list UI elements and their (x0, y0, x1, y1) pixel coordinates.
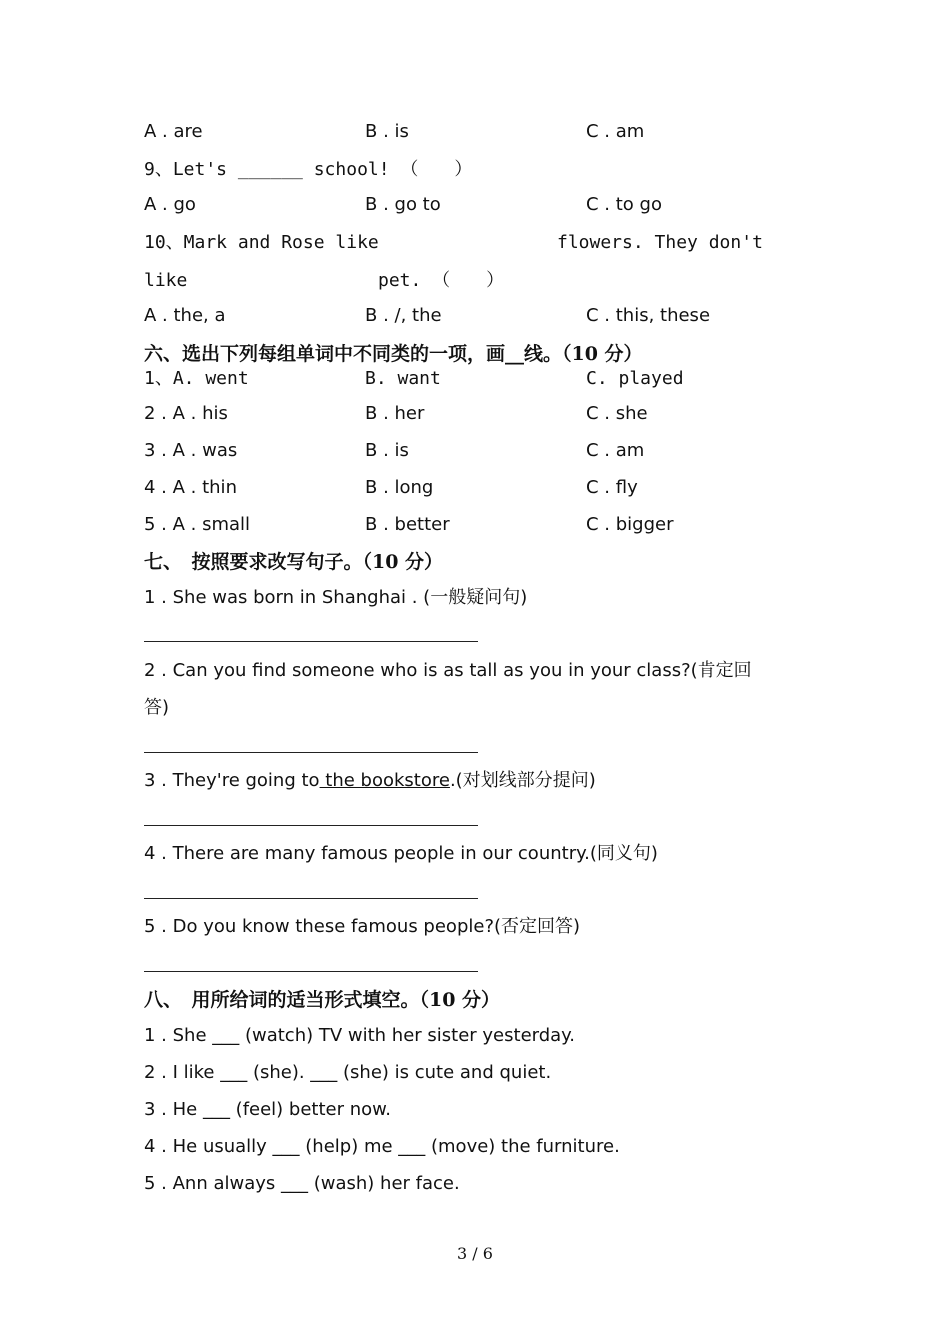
answer-line-2 (144, 752, 478, 753)
q10-stem-part4: pet. （ ） (378, 270, 505, 291)
section6-row2-c: C . she (586, 403, 648, 424)
section6-row5-c: C . bigger (586, 514, 674, 535)
section6-row5-a: 5 . A . small (144, 514, 251, 535)
q3-suffix: .(对划线部分提问) (449, 770, 596, 791)
q3-underlined-phrase: the bookstore (319, 770, 450, 791)
section8-item-4: 4 . He usually ___ (help) me ___ (move) the furniture. (144, 1136, 620, 1157)
section6-row2-b: B . her (365, 403, 425, 424)
q8-option-c: C . am (586, 121, 645, 142)
q9-option-a: A . go (144, 194, 196, 215)
answer-line-4 (144, 898, 478, 899)
q10-option-b: B . /, the (365, 305, 442, 326)
section6-row4-a: 4 . A . thin (144, 477, 237, 498)
q10-stem-part1: 10、Mark and Rose like (144, 232, 379, 253)
section6-row2-a: 2 . A . his (144, 403, 228, 424)
section6-row3-a: 3 . A . was (144, 440, 238, 461)
section6-row5-b: B . better (365, 514, 450, 535)
answer-line-1 (144, 641, 478, 642)
section6-row1-b: B. want (365, 368, 441, 389)
section6-row4-b: B . long (365, 477, 434, 498)
section7-q5: 5 . Do you know these famous people?(否定回答) (144, 916, 581, 937)
section8-item-5: 5 . Ann always ___ (wash) her face. (144, 1173, 460, 1194)
q8-option-a: A . are (144, 121, 203, 142)
section8-title: 八、 用所给词的适当形式填空。（10 分） (144, 989, 501, 1011)
q9-stem: 9、Let's ______ school! （ ） (144, 159, 473, 180)
q10-option-c: C . this, these (586, 305, 711, 326)
section8-item-1: 1 . She ___ (watch) TV with her sister yesterday. (144, 1025, 575, 1046)
answer-line-5 (144, 971, 478, 972)
section6-row3-b: B . is (365, 440, 409, 461)
section7-q2-line2: 答) (144, 697, 170, 718)
q9-option-c: C . to go (586, 194, 662, 215)
section7-q4: 4 . There are many famous people in our country.(同义句) (144, 843, 658, 864)
section7-q1: 1 . She was born in Shanghai . (一般疑问句) (144, 587, 528, 608)
q8-option-b: B . is (365, 121, 409, 142)
section6-row1-a: 1、A. went (144, 368, 249, 389)
section7-q3 (144, 769, 596, 793)
section6-row1-c: C. played (586, 368, 684, 389)
page-number: 3 / 6 (457, 1244, 493, 1263)
section7-title: 七、 按照要求改写句子。（10 分） (144, 551, 444, 573)
q9-option-b: B . go to (365, 194, 441, 215)
answer-line-3 (144, 825, 478, 826)
section6-row3-c: C . am (586, 440, 645, 461)
section6-row4-c: C . fly (586, 477, 638, 498)
section8-item-2: 2 . I like ___ (she). ___ (she) is cute and quiet. (144, 1062, 552, 1083)
section7-q2-line1: 2 . Can you find someone who is as tall as you in your class?(肯定回 (144, 660, 752, 681)
q10-stem-part2: flowers. They don't (557, 232, 763, 253)
q10-stem-part3: like (144, 270, 188, 291)
section8-item-3: 3 . He ___ (feel) better now. (144, 1099, 391, 1120)
section6-title: 六、选出下列每组单词中不同类的一项，画__线。（10 分） (144, 343, 643, 365)
q3-prefix: 3 . They're going to (144, 770, 320, 791)
q10-option-a: A . the, a (144, 305, 226, 326)
